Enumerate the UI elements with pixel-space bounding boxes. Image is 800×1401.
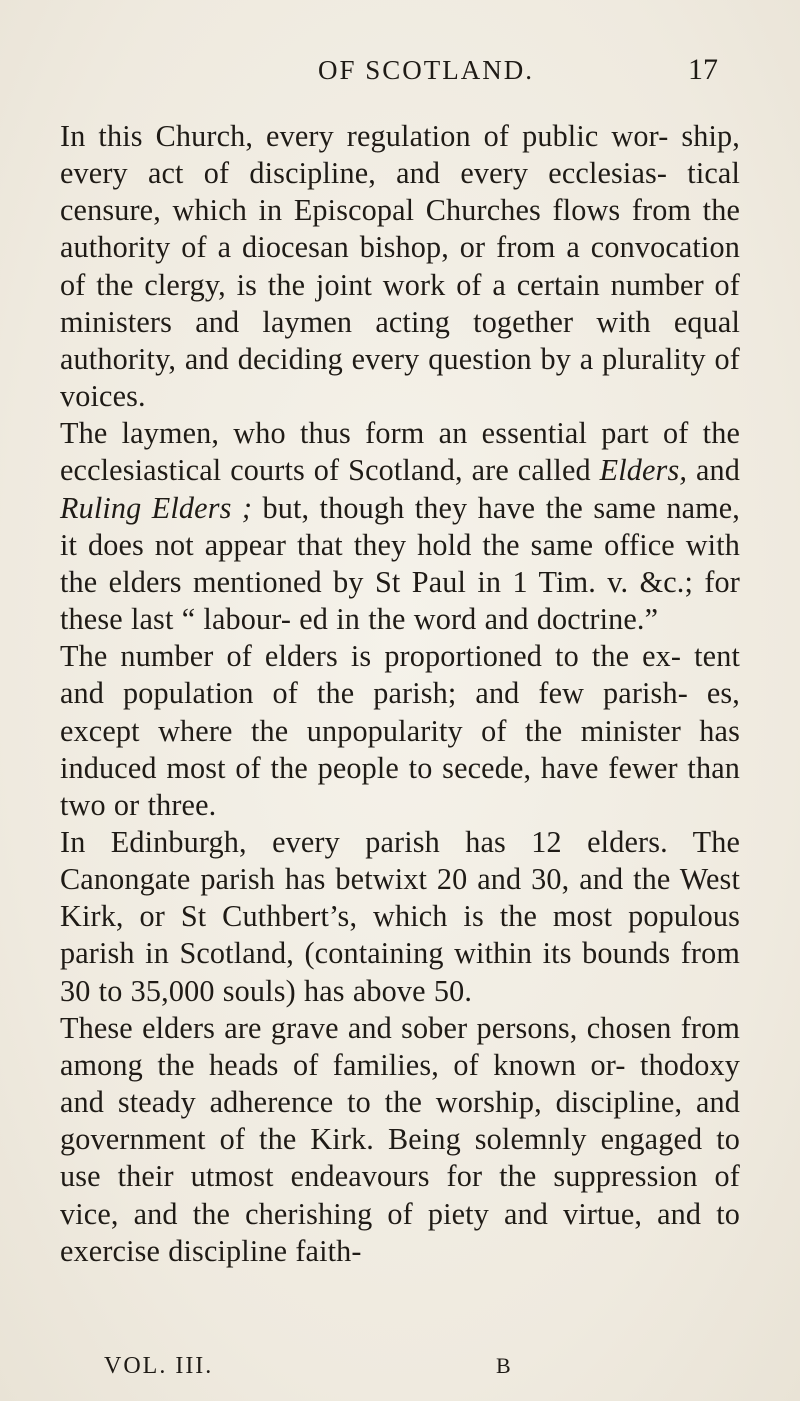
running-head [0, 50, 800, 90]
page-number: 17 [688, 53, 718, 86]
page-footer [0, 1348, 800, 1384]
paragraph-number-of-elders: The number of elders is proportioned to the ex- tent and population of the parish; and few parish- es, except where the unpopularity of the minister has induced most of the people to secede, have fewer than two or three. [60, 639, 740, 822]
volume-label: VOL. III. [104, 1353, 214, 1379]
paragraph-elders-character: These elders are grave and sober persons, chosen from among the heads of families, of known or- thodoxy and steady adherence to the worship, discipline, and government of the Kirk. Being solemnly engaged to use their utmost endeavours for the suppression of vice, and the cherishing of piety and virtue, and to exercise discipline faith- [60, 1010, 740, 1268]
paragraph-laymen-elders [60, 415, 740, 638]
paragraph-2-post: but, though they have the same name, it does not appear that they hold the same office with the elders mentioned by St Paul in 1 Tim. v. &c.; for these last “ labour- ed in the word and doctrine.” [60, 490, 740, 637]
running-title: OF SCOTLAND. [318, 55, 535, 85]
term-elders: Elders, [599, 453, 688, 488]
paragraph-2-mid: and [687, 453, 740, 488]
term-ruling-elders: Ruling Elders ; [60, 490, 253, 525]
paragraph-edinburgh: In Edinburgh, every parish has 12 elders. The Canongate parish has betwixt 20 and 30, and the West Kirk, or St Cuthbert’s, which is the most populous parish in Scotland, (containing within its bounds from 30 to 35,000 souls) has above 50. [60, 824, 740, 1008]
paragraph-1-text: In this Church, every regulation of public wor- ship, every act of discipline, and every ecclesias- tical censure, which in Episcopal Churches flows from the authority of a diocesan bishop, or from a convocation of the clergy, is the joint work of a certain number of ministers and laymen acting together with equal authority, and deciding every question by a plurality of voices. [60, 119, 740, 414]
paragraph-church-regulation [60, 118, 740, 415]
paragraph-2-pre: The laymen, who thus form an essential part of the ecclesiastical courts of Scotland, are called [60, 416, 740, 488]
body-text [60, 118, 740, 1270]
signature-mark: B [496, 1353, 511, 1378]
